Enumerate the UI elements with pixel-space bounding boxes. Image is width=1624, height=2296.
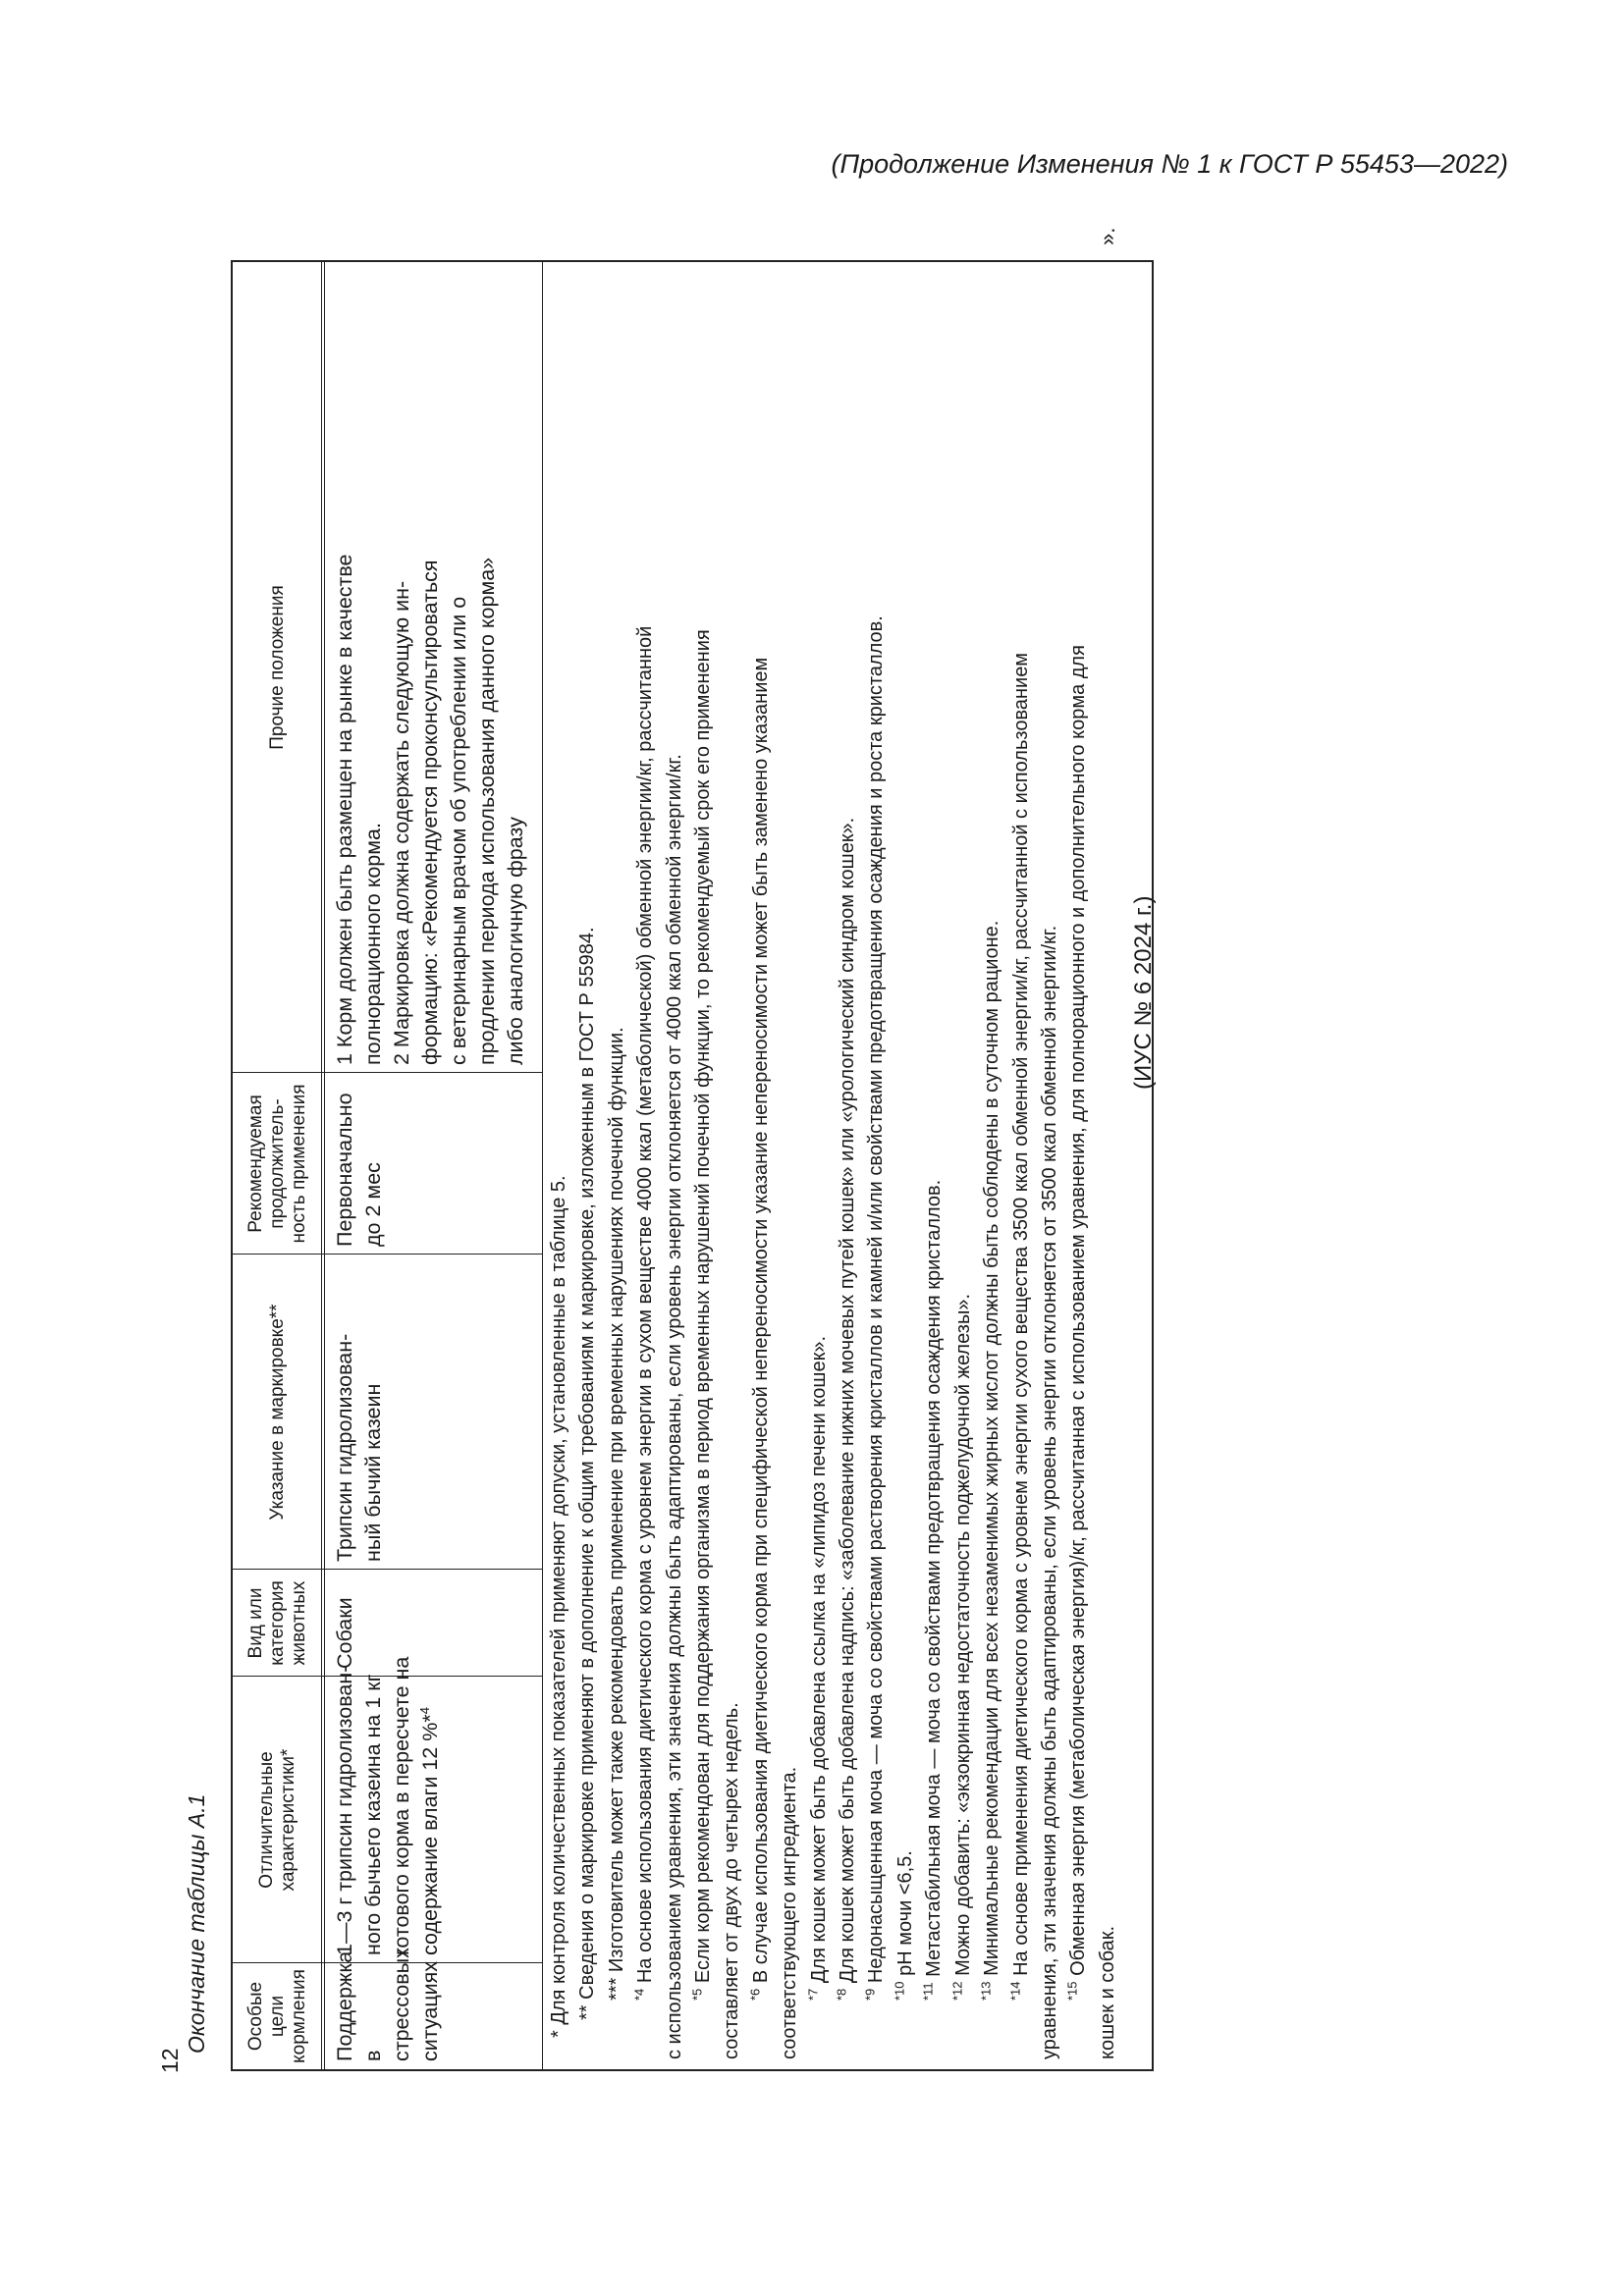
footnote: ** Сведения о маркировке применяют в дополнение к общим требованиям к маркировке, изложенным в ГОСТ Р 55984. xyxy=(576,927,599,2020)
column-header-other: Прочие положения xyxy=(267,585,288,750)
footnote-text: Для кошек может быть добавлена надпись: «заболевание нижних мочевых путей кошек» или «урологический синдром кошек». xyxy=(837,817,859,1984)
closing-quote: ». xyxy=(1095,227,1119,245)
cell-line: ный бычий казеин xyxy=(361,1383,385,1562)
document-continuation-header: (Продолжение Изменения № 1 к ГОСТ Р 55453—2022) xyxy=(831,149,1508,179)
cell-line xyxy=(416,1684,445,1955)
footnote-text: На основе применения диетического корма с уровнем энергии сухого вещества 3500 ккал обменной энергии/кг, рассчитанной с использованием xyxy=(1009,652,1032,1976)
cell-line: 2 Маркировка должна содержать следующую ин- xyxy=(390,580,413,1065)
cell-line: ного бычьего казеина на 1 кг xyxy=(361,1674,385,1955)
cell-line: либо аналогичную фразу xyxy=(504,817,527,1065)
cell-line: Поддержка xyxy=(333,1950,356,2061)
footnote: с использованием уравнения, эти значения должны быть адаптированы, если уровень энергии отклоняется от 4000 ккал обменной энергии/кг. xyxy=(663,754,685,2059)
footnote xyxy=(834,268,862,2059)
cell-line-text: содержание влаги 12 %* xyxy=(418,1714,442,1955)
footnote-mark: *5 xyxy=(689,1988,705,2001)
footnote-text: Можно добавить: «экзокринная недостаточность поджелудочной железы». xyxy=(951,1294,974,1976)
table-footnotes xyxy=(545,268,1122,2059)
footnote xyxy=(1007,268,1036,2059)
cell-line: 1—3 г трипсин гидролизован- xyxy=(333,1665,356,1955)
footnote-text: Метастабильная моча — моча со свойствами предотвращения осаждения кристаллов. xyxy=(923,1179,946,1977)
cell-line: полнорационного корма. xyxy=(361,823,385,1065)
page-number: 12 xyxy=(157,2048,183,2073)
footnote xyxy=(631,268,660,2059)
footnote xyxy=(1064,268,1093,2059)
footnote xyxy=(747,268,776,2059)
cell-line: до 2 мес xyxy=(361,1162,385,1247)
cell-line: Трипсин гидролизован- xyxy=(333,1333,356,1562)
footnote-mark: *7 xyxy=(805,1988,820,2001)
cell-line: продлении периода использования данного корма» xyxy=(475,557,499,1065)
footnote xyxy=(949,268,978,2059)
footnote-mark: *10 xyxy=(892,1981,907,2001)
table-a1 xyxy=(231,260,1154,2071)
footnote xyxy=(920,268,948,2059)
footnote-text: Недонасыщенная моча — моча со свойствами растворения кристаллов и камней и/или свойствами предотвращения осаждения и роста кристаллов. xyxy=(865,615,888,1984)
cell-duration xyxy=(327,1073,392,1255)
footnote xyxy=(689,268,718,2059)
footnote-ref: 4 xyxy=(416,1707,432,1715)
footnote-mark: *8 xyxy=(834,1988,849,2001)
footnote-text: На основе использования диетического корма с уровнем энергии в сухом веществе 4000 ккал (метаболической) обменной энергии/кг, рассчитанной xyxy=(634,625,657,1984)
footnote-mark: *9 xyxy=(862,1988,878,2001)
table-title: Окончание таблицы А.1 xyxy=(184,1793,209,2054)
footnote xyxy=(892,268,920,2059)
column-header-animals: Вид или категория животных xyxy=(245,1580,309,1666)
cell-line: ситуациях xyxy=(418,1960,442,2061)
column-header-labeling: Указание в маркировке** xyxy=(267,1304,288,1521)
footnote-mark: *6 xyxy=(747,1988,763,2001)
cell-line: с ветеринарным врачом об употреблении или о xyxy=(447,596,470,1065)
footnote-text: рН мочи <6,5. xyxy=(893,1850,916,1976)
cell-purpose xyxy=(327,1948,449,2069)
footnote: *** Изготовитель может также рекомендовать применение при временных нарушениях почечной функции. xyxy=(605,1027,627,2001)
cell-characteristics xyxy=(327,1656,449,1963)
cell-line: в xyxy=(361,2050,385,2061)
footnote: составляет от двух до четырех недель. xyxy=(721,1702,743,2059)
cell-labeling xyxy=(327,1255,392,1570)
cell-animals xyxy=(327,1570,363,1677)
footnote: соответствующего ингредиента. xyxy=(779,1766,801,2059)
cell-line: готового корма в пересчете на xyxy=(390,1656,413,1955)
footnote-mark: *13 xyxy=(978,1981,994,2001)
footnote xyxy=(862,268,891,2059)
footnote-text: Для кошек может быть добавлена ссылка на «липидоз печени кошек». xyxy=(807,1336,830,1984)
footnote-text: Если корм рекомендован для поддержания организма в период временных нарушений почечной функции, то рекомендуемый срок его применения xyxy=(692,629,715,1984)
footnote-text: В случае использования диетического корма при специфической непереносимости указание непереносимости может быть заменено указанием xyxy=(749,657,772,1984)
cell-other xyxy=(327,262,534,1073)
footnote-mark: *4 xyxy=(631,1988,647,2001)
footnote: * Для контроля количественных показателей применяют допуски, установленные в таблице 5. xyxy=(548,1175,569,2038)
column-header-purpose: Особые цели кормления xyxy=(245,1969,309,2063)
footnote: кошек и собак. xyxy=(1096,1925,1118,2059)
footnote-text: Минимальные рекомендации для всех незаменимых жирных кислот должны быть соблюдены в суточном рационе. xyxy=(981,920,1003,1976)
rotated-page-content xyxy=(157,227,1198,2073)
cell-line: Собаки xyxy=(333,1597,356,1669)
footnote xyxy=(978,268,1006,2059)
ius-footer: (ИУС № 6 2024 г.) xyxy=(1130,895,1157,1090)
column-header-characteristics: Отличительные характеристики* xyxy=(256,1748,298,1892)
footnote-mark: *14 xyxy=(1006,1981,1022,2001)
footnote-text: Обменная энергия (метаболическая энергия)/кг, рассчитанная с использованием уравнения, для полнорационного и дополнительного корма для xyxy=(1067,645,1090,1976)
cell-line: Первоначально xyxy=(333,1093,356,1247)
cell-line: стрессовых xyxy=(390,1948,413,2061)
cell-line: формацию: «Рекомендуется проконсультироваться xyxy=(418,560,442,1065)
footnote: уравнения, эти значения должны быть адаптированы, если уровень энергии отклоняется от 3500 ккал обменной энергии/кг. xyxy=(1038,925,1060,2059)
footnote xyxy=(805,268,834,2059)
column-header-duration: Рекомендуемая продолжитель-ность применения xyxy=(245,1084,309,1244)
footnote-mark: *15 xyxy=(1064,1981,1080,2001)
footnote-mark: *12 xyxy=(949,1981,965,2001)
footnote-mark: *11 xyxy=(920,1982,936,2001)
cell-line: 1 Корм должен быть размещен на рынке в качестве xyxy=(333,554,356,1065)
notes-divider xyxy=(542,262,543,2069)
